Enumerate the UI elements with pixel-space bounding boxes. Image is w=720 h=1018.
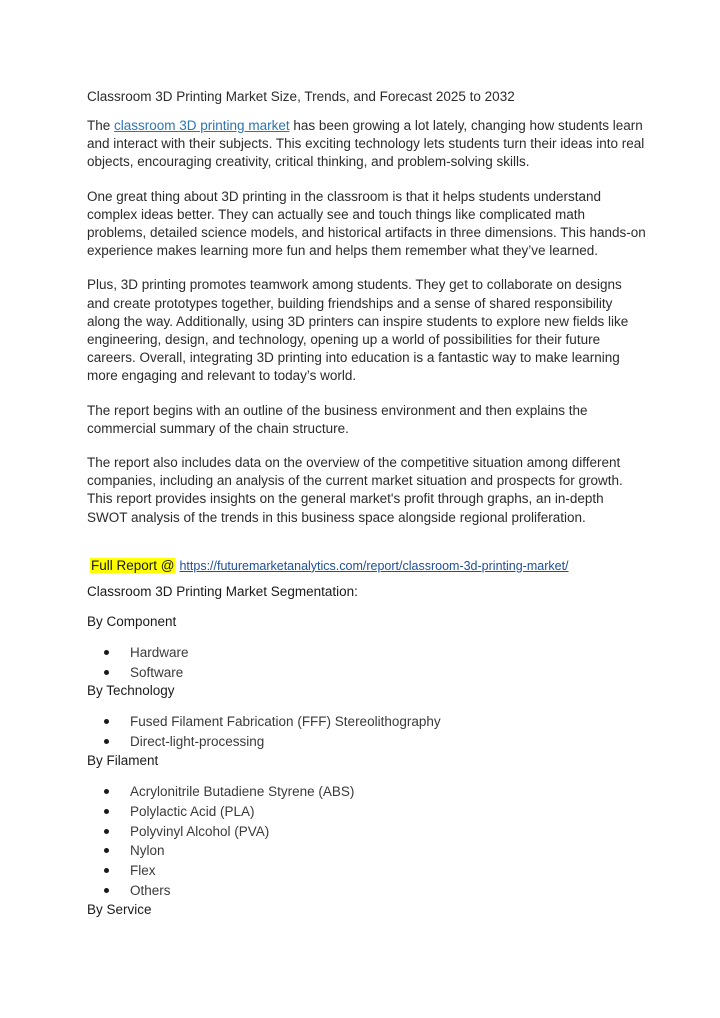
- group-label-filament: By Filament: [87, 753, 159, 769]
- paragraph-report-outline: The report begins with an outline of the business environment and then explains the commercial summary of the chain structure.: [87, 402, 588, 436]
- intro-paragraph: [87, 117, 647, 172]
- paragraph-benefits: One great thing about 3D printing in the classroom is that it helps students understand complex ideas better. They can actually see and touch things like complicated math problems, detailed science models, and historical artifacts in three dimensions. This hands-on experience makes learning more fun and helps them remember what they’ve learned.: [87, 188, 646, 259]
- bullet-icon: [104, 719, 109, 724]
- bullet-icon: [104, 829, 109, 834]
- bullet-icon: [104, 888, 109, 893]
- list-item: Others: [87, 881, 647, 901]
- full-report-line: [90, 557, 647, 575]
- list-item: Direct-light-processing: [87, 732, 647, 752]
- paragraph-report-data: The report also includes data on the overview of the competitive situation among different companies, including an analysis of the current market situation and prospects for growth. This report provides insights on the general market's profit through graphs, an in-depth SWOT analysis of the trends in this business space alongside regional proliferation.: [87, 455, 623, 525]
- paragraph-teamwork: Plus, 3D printing promotes teamwork among students. They get to collaborate on designs and create prototypes together, building friendships and a sense of shared responsibility along the way. Additionally, using 3D printers can inspire students to explore new fields like engineering, design, and technology, opening up a world of possibilities for their future careers. Overall, integrating 3D printing into education is a fantastic way to make learning more engaging and relevant to today’s world.: [87, 277, 629, 384]
- bullet-icon: [104, 809, 109, 814]
- document-title: Classroom 3D Printing Market Size, Trends, and Forecast 2025 to 2032: [87, 89, 515, 104]
- list-item: Flex: [87, 861, 647, 881]
- intro-after: has been growing a lot lately, changing how students learn and interact with their subjects. This exciting technology lets students turn their ideas into real objects, encouraging creativity, critical thinking, and problem-solving skills.: [87, 118, 645, 170]
- list-item: Software: [87, 663, 647, 683]
- list-item: Polylactic Acid (PLA): [87, 802, 647, 822]
- list-component: [87, 643, 647, 683]
- list-item: Polyvinyl Alcohol (PVA): [87, 822, 647, 842]
- full-report-label: Full Report @: [91, 557, 175, 573]
- group-label-component: By Component: [87, 613, 177, 629]
- segmentation-title: Classroom 3D Printing Market Segmentation:: [87, 583, 358, 599]
- document-page: [87, 88, 647, 919]
- bullet-icon: [104, 868, 109, 873]
- list-item: Hardware: [87, 643, 647, 663]
- list-item: Acrylonitrile Butadiene Styrene (ABS): [87, 782, 647, 802]
- group-label-technology: By Technology: [87, 683, 175, 699]
- intro-before: The: [87, 118, 115, 133]
- bullet-icon: [104, 848, 109, 853]
- bullet-icon: [104, 670, 109, 675]
- list-filament: [87, 782, 647, 901]
- bullet-icon: [104, 650, 109, 655]
- list-item: Fused Filament Fabrication (FFF) Stereolithography: [87, 712, 647, 732]
- list-technology: [87, 712, 647, 752]
- bullet-icon: [104, 789, 109, 794]
- market-link[interactable]: classroom 3D printing market: [114, 118, 290, 133]
- group-label-service: By Service: [87, 901, 152, 917]
- full-report-link[interactable]: https://futuremarketanalytics.com/report/classroom-3d-printing-market/: [179, 558, 569, 573]
- bullet-icon: [104, 739, 109, 744]
- list-item: Nylon: [87, 841, 647, 861]
